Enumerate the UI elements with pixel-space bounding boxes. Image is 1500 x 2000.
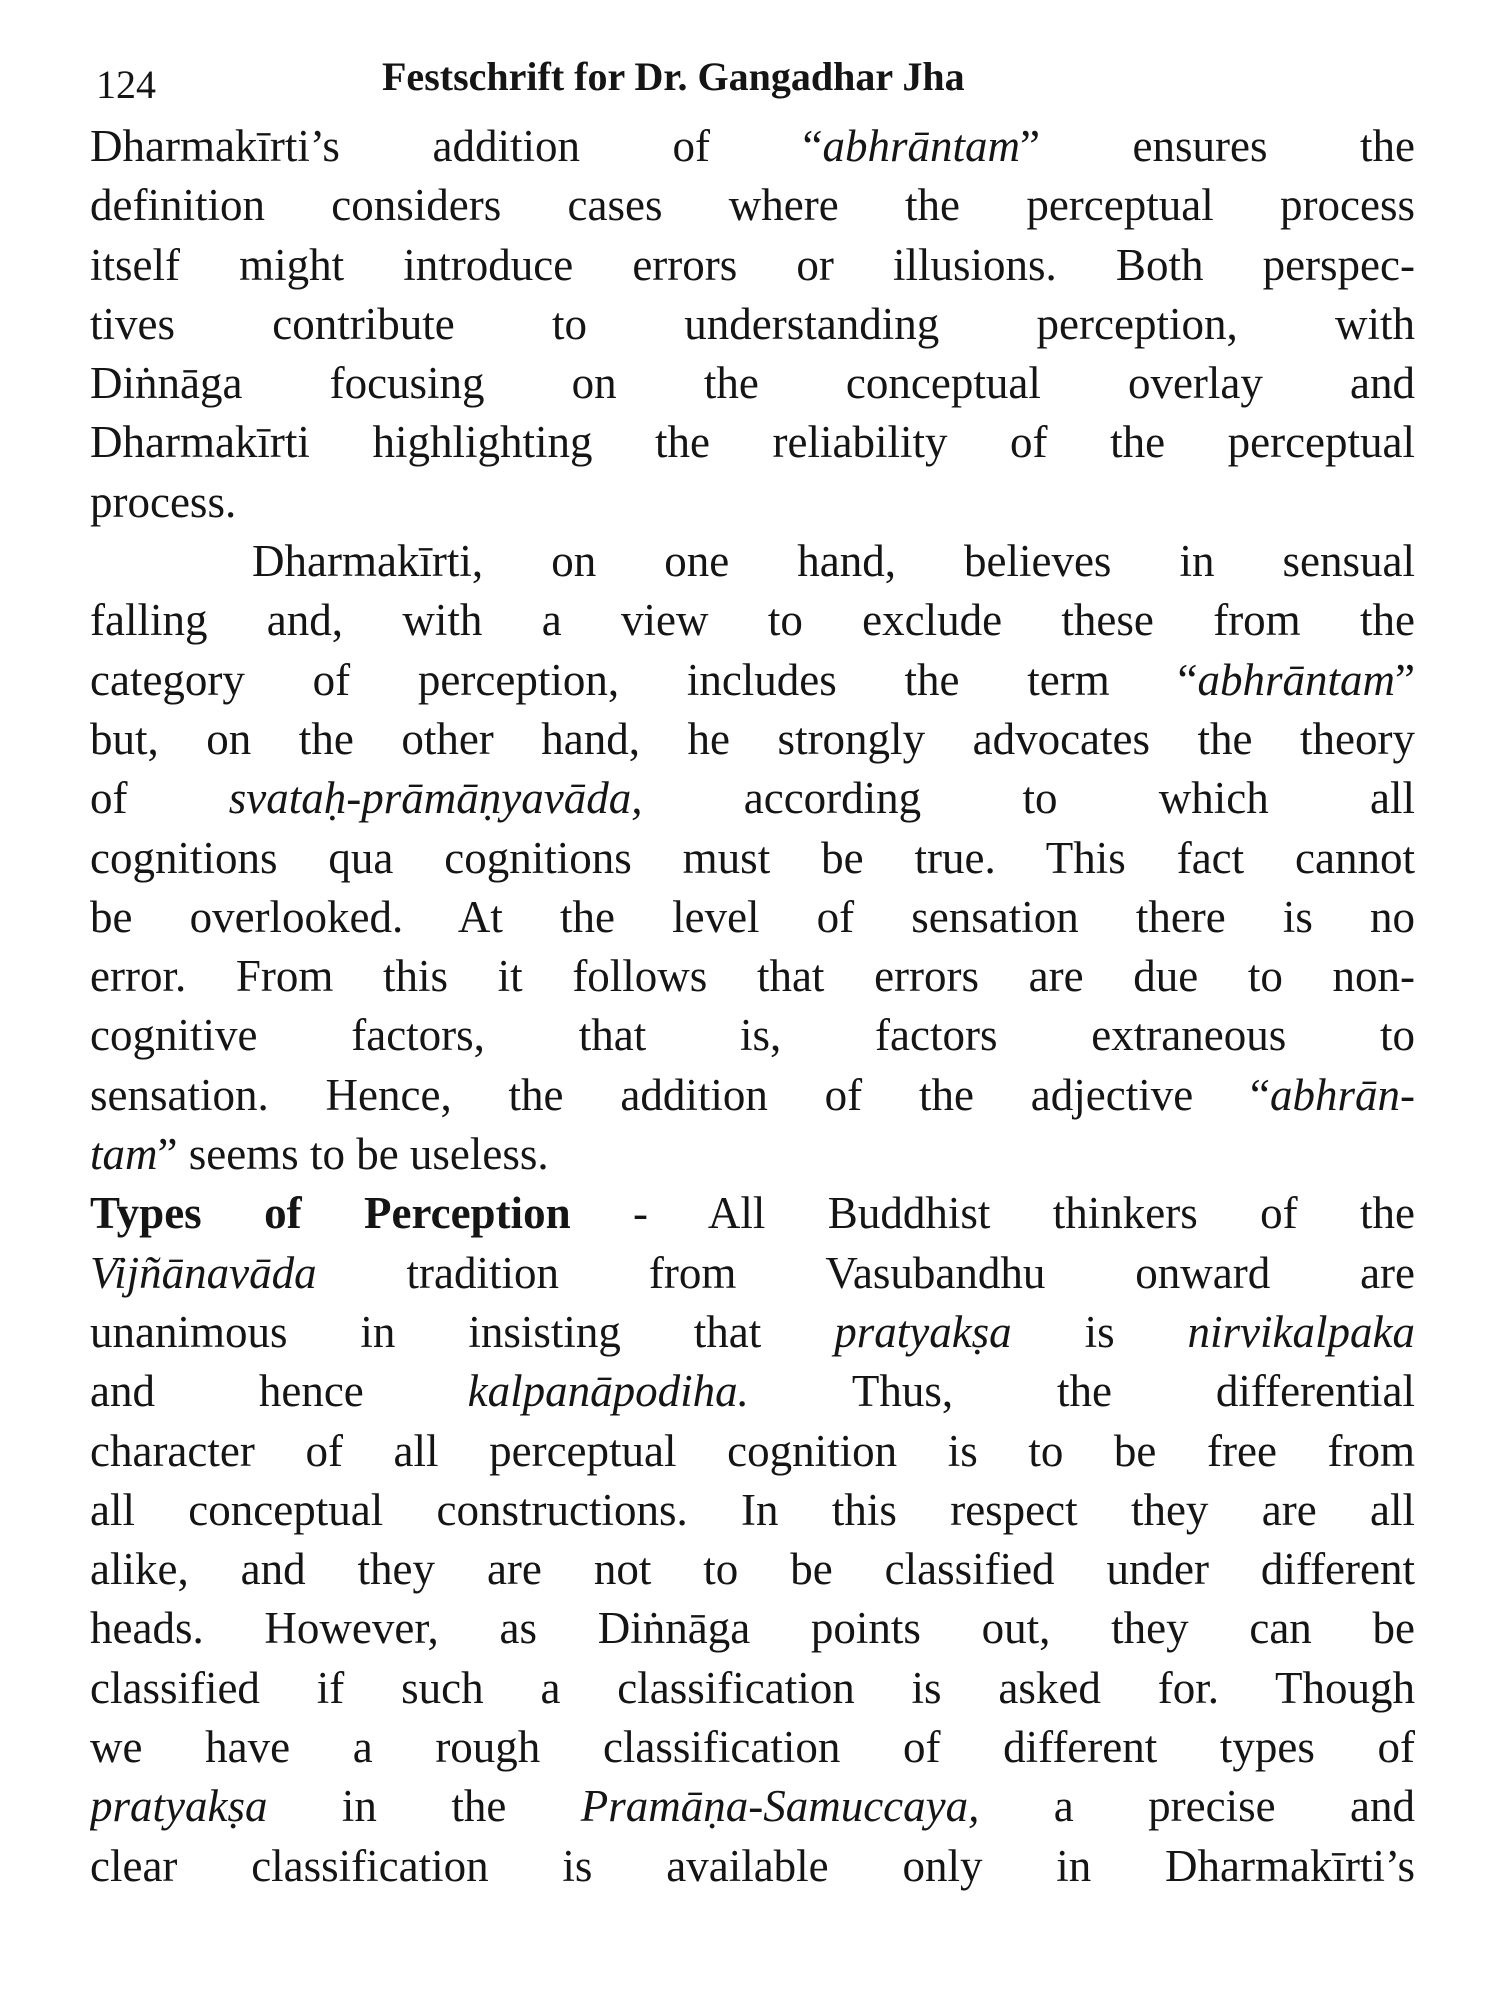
page-number: 124 (96, 62, 156, 107)
text-line: category of perception, includes the term “abhrāntam” (90, 654, 1415, 705)
text-line: tam” seems to be useless. (90, 1129, 549, 1180)
text-line: Diṅnāga focusing on the conceptual overlay and (90, 358, 1415, 409)
text-line: cognitive factors, that is, factors extraneous to (90, 1010, 1415, 1061)
text-line: we have a rough classification of different types of (90, 1722, 1415, 1773)
text-line: character of all perceptual cognition is to be free from (90, 1425, 1415, 1476)
text-line: Dharmakīrti highlighting the reliability of the perceptual (90, 417, 1415, 468)
text-line: cognitions qua cognitions must be true. This fact cannot (90, 832, 1415, 883)
text-line: alike, and they are not to be classified under different (90, 1544, 1415, 1595)
text-line: of svataḥ-prāmāṇyavāda, according to which all (90, 773, 1415, 824)
text-line: but, on the other hand, he strongly advocates the theory (90, 713, 1415, 764)
running-title: Festschrift for Dr. Gangadhar Jha (382, 54, 965, 99)
text-line: Dharmakīrti, on one hand, believes in sensual (252, 536, 1415, 587)
body-text (90, 117, 1415, 1896)
text-line: process. (90, 476, 237, 527)
text-line: Dharmakīrti’s addition of “abhrāntam” ensures the (90, 121, 1415, 171)
text-line: classified if such a classification is asked for. Though (90, 1662, 1415, 1713)
text-line: Vijñānavāda tradition from Vasubandhu onward are (90, 1247, 1415, 1298)
text-line: tives contribute to understanding perception, with (90, 298, 1415, 349)
text-line: Types of Perception - All Buddhist thinkers of the (90, 1188, 1415, 1239)
text-line: clear classification is available only in Dharmakīrti’s (90, 1840, 1415, 1891)
text-line: and hence kalpanāpodiha. Thus, the differential (90, 1366, 1415, 1417)
text-line: itself might introduce errors or illusions. Both perspec- (90, 239, 1415, 290)
text-line: sensation. Hence, the addition of the adjective “abhrān- (90, 1069, 1415, 1120)
text-line: heads. However, as Diṅnāga points out, they can be (90, 1603, 1415, 1654)
text-line: falling and, with a view to exclude these from the (90, 595, 1415, 646)
text-line: pratyakṣa in the Pramāṇa-Samuccaya, a precise and (90, 1781, 1415, 1832)
text-line: be overlooked. At the level of sensation there is no (90, 891, 1415, 942)
text-line: definition considers cases where the perceptual process (90, 180, 1415, 231)
page-header (96, 52, 1414, 112)
text-line: error. From this it follows that errors are due to non- (90, 951, 1415, 1002)
text-line: unanimous in insisting that pratyakṣa is nirvikalpaka (90, 1306, 1415, 1357)
section-heading: Types of Perception (90, 1188, 571, 1239)
text-line: all conceptual constructions. In this respect they are all (90, 1484, 1415, 1535)
